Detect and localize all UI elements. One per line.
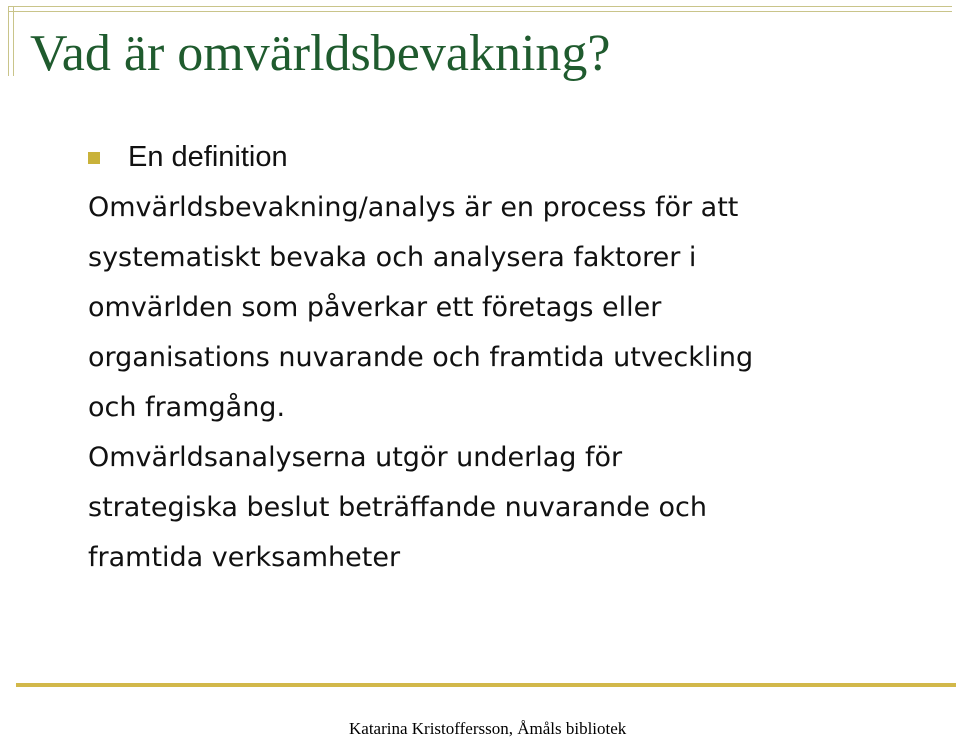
- body-line: systematiskt bevaka och analysera faktorer i: [88, 242, 697, 273]
- bullet-text: En definition: [128, 140, 288, 173]
- bullet-item: [88, 134, 288, 180]
- body-line: strategiska beslut beträffande nuvarande och: [88, 492, 707, 523]
- body-line: Omvärldsanalyserna utgör underlag för: [88, 442, 623, 473]
- body-line: omvärlden som påverkar ett företags eller: [88, 292, 662, 323]
- body-line: Omvärldsbevakning/analys är en process för att: [88, 192, 739, 223]
- body-line: organisations nuvarande och framtida utveckling: [88, 342, 754, 373]
- left-border-line: [8, 6, 14, 76]
- body-line: framtida verksamheter: [88, 542, 401, 573]
- body-line: och framgång.: [88, 392, 286, 423]
- footer-divider: [16, 683, 956, 687]
- footer-credit: Katarina Kristoffersson, Åmåls bibliotek: [349, 719, 627, 738]
- top-border-line: [8, 6, 952, 12]
- definition-text: [88, 183, 938, 583]
- square-bullet-icon: [88, 152, 100, 164]
- slide-title: Vad är omvärldsbevakning?: [30, 25, 611, 82]
